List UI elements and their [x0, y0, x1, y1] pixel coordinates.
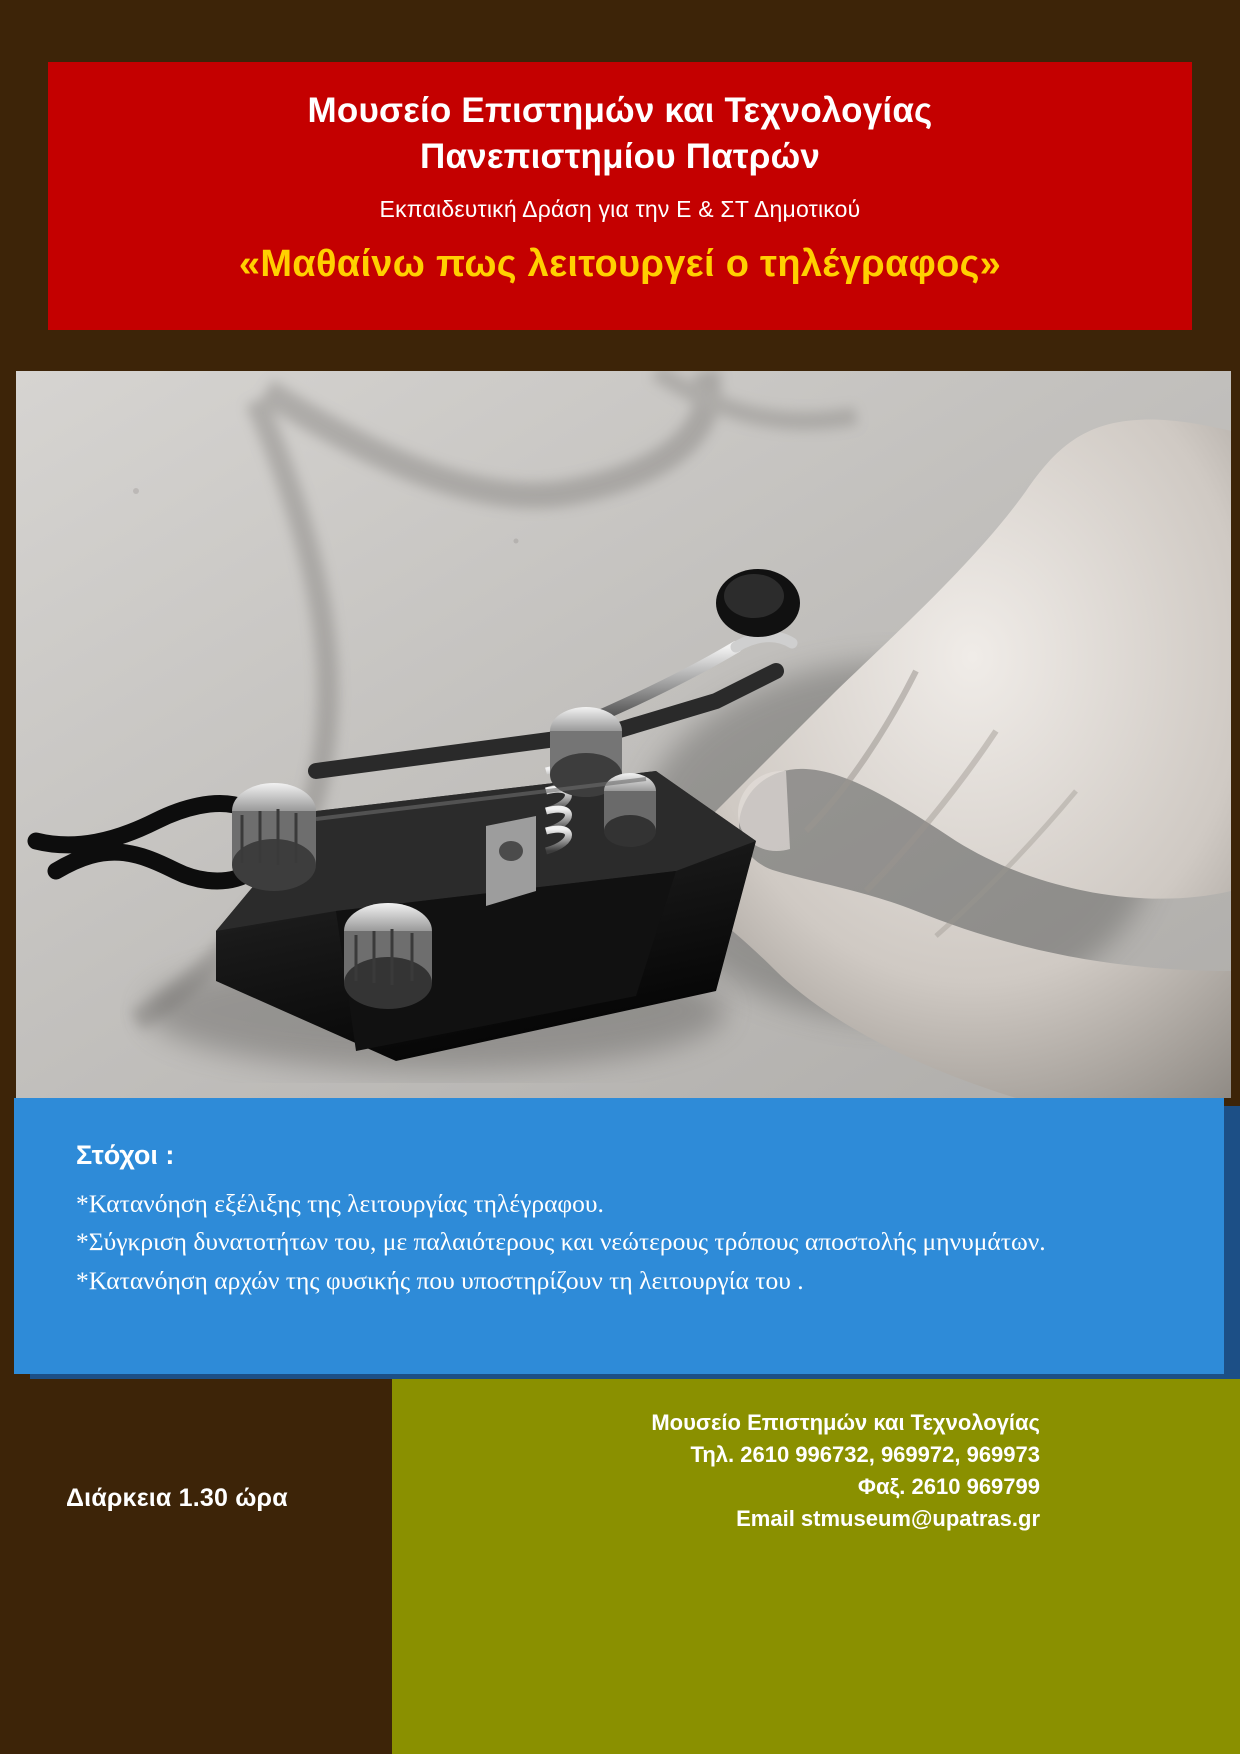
list-item: *Σύγκριση δυνατοτήτων του, με παλαιότερους και νεώτερους τρόπους αποστολής μηνυμάτων.: [76, 1227, 1046, 1257]
list-item: *Κατανόηση εξέλιξης της λειτουργίας τηλέγραφου.: [76, 1189, 604, 1218]
museum-name-line1: Μουσείο Επιστημών και Τεχνολογίας: [307, 91, 933, 130]
list-item: *Κατανόηση αρχών της φυσικής που υποστηρίζουν τη λειτουργία του .: [76, 1265, 804, 1295]
footer-duration-block: [0, 1379, 392, 1754]
duration-text: Διάρκεια 1.30 ώρα: [66, 1484, 288, 1512]
telegraph-photo-graphic: [16, 371, 1231, 1098]
telegraph-photo: [16, 371, 1231, 1098]
page-title: «Μαθαίνω πως λειτουργεί ο τηλέγραφος»: [238, 243, 1002, 286]
header-banner: [48, 62, 1192, 330]
contact-fax: Φαξ. 2610 969799: [857, 1473, 1040, 1499]
objectives-heading: Στόχοι :: [76, 1140, 175, 1170]
header-subtitle: Εκπαιδευτική Δράση για την Ε & ΣΤ Δημοτικού: [379, 196, 861, 223]
contact-phone: Τηλ. 2610 996732, 969972, 969973: [690, 1441, 1040, 1467]
contact-info: [651, 1407, 1040, 1535]
objectives-list: [76, 1185, 1164, 1300]
footer-contact-block: [392, 1379, 1240, 1754]
contact-email[interactable]: Email stmuseum@upatras.gr: [736, 1505, 1040, 1531]
objectives-panel: [14, 1098, 1224, 1374]
museum-name-line2: Πανεπιστημίου Πατρών: [419, 137, 821, 177]
contact-name: Μουσείο Επιστημών και Τεχνολογίας: [651, 1410, 1040, 1435]
